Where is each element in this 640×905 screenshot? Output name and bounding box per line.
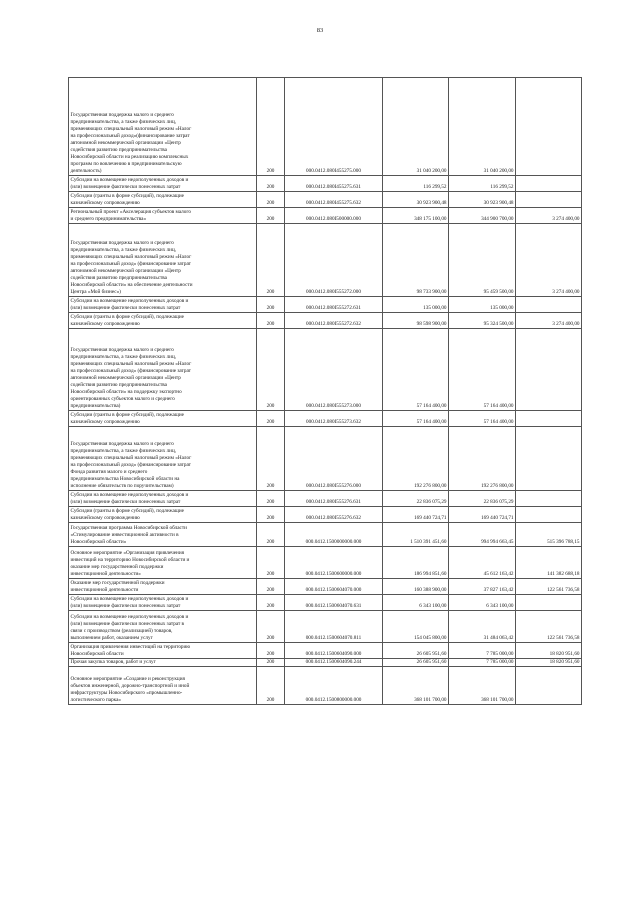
row-code: 200 xyxy=(257,297,285,313)
row-amount-regional: 3 274 400,00 xyxy=(516,224,582,297)
row-name: Региональный проект «Акселерация субъектов малого и среднего предпринимательства» xyxy=(69,208,257,224)
table-row xyxy=(69,313,582,329)
row-amount-total: 30 923 900,48 xyxy=(383,192,449,208)
row-name: Субсидии на возмещение недополученных доходов и (или) возмещение фактически понесенных затрат xyxy=(69,176,257,192)
row-code: 200 xyxy=(257,523,285,547)
row-name: Субсидии (гранты в форме субсидий), подлежащие казначейскому сопровождению xyxy=(69,507,257,523)
row-amount-regional xyxy=(516,411,582,427)
row-csr-code: 000.0412.080I555273.000 xyxy=(285,329,383,411)
row-amount-total: 1 510 391 451,60 xyxy=(383,523,449,547)
row-amount-total: 135 000,00 xyxy=(383,297,449,313)
table-row xyxy=(69,329,582,411)
table-row xyxy=(69,192,582,208)
row-amount-total: 169 440 724,71 xyxy=(383,507,449,523)
row-csr-code: 000.0412.1500000000.000 xyxy=(285,523,383,547)
row-amount-total: 192 276 800,00 xyxy=(383,427,449,491)
row-csr-code: 000.0412.080I555272.632 xyxy=(285,313,383,329)
row-csr-code: 000.0412.080I455275.631 xyxy=(285,176,383,192)
table-row xyxy=(69,643,582,659)
row-amount-regional xyxy=(516,667,582,705)
row-name: Государственная поддержка малого и среднего предпринимательства, а также физических лиц, применяющих специальный налоговый режим «Налог на профессиональный доход» (финансирование затрат Фонда развития малого и среднего предпринимательства Новосибирской области на исполнение обязательств по поручительствам) xyxy=(69,427,257,491)
row-code: 200 xyxy=(257,224,285,297)
row-code: 200 xyxy=(257,507,285,523)
row-csr-code: 000.0412.1500604090.000 xyxy=(285,643,383,659)
row-name: Субсидии на возмещение недополученных доходов и (или) возмещение фактически понесенных затрат xyxy=(69,595,257,611)
row-csr-code: 000.0412.080I555272.631 xyxy=(285,297,383,313)
row-amount-federal: 135 000,00 xyxy=(449,297,516,313)
row-amount-federal: 30 923 900,48 xyxy=(449,192,516,208)
row-name: Основное мероприятие «Создание и реконструкция объектов инженерной, дорожно-транспортной и иной инфраструктуры Новосибирского «промышленно- логистического парка» xyxy=(69,667,257,705)
table-row xyxy=(69,78,582,176)
row-csr-code: 000.0412.080I555276.000 xyxy=(285,427,383,491)
row-name: Государственная поддержка малого и среднего предпринимательства, а также физических лиц, применяющих специальный налоговый режим «Налог на профессиональный доход»(финансирование затрат автономной некоммерческой организации «Центр содействия развитию предпринимательства Новосибирской области на реализацию комплексных программ по вовлечению в предпринимательскую деятельность) xyxy=(69,78,257,176)
row-name: Субсидии на возмещение недополученных доходов и (или) возмещение фактически понесенных затрат xyxy=(69,297,257,313)
row-code: 200 xyxy=(257,579,285,595)
row-amount-federal: 344 900 700,00 xyxy=(449,208,516,224)
row-csr-code: 000.0412.1500800000.000 xyxy=(285,667,383,705)
row-amount-regional xyxy=(516,427,582,491)
row-name: Организация привлечения инвестиций на территорию Новосибирской области xyxy=(69,643,257,659)
row-amount-total: 186 994 851,60 xyxy=(383,547,449,579)
row-amount-federal: 116 299,52 xyxy=(449,176,516,192)
row-amount-total: 98 733 900,00 xyxy=(383,224,449,297)
row-amount-federal: 37 827 163,42 xyxy=(449,579,516,595)
row-amount-regional xyxy=(516,176,582,192)
row-amount-regional: 122 561 736,58 xyxy=(516,579,582,595)
row-csr-code: 000.0412.1500604090.244 xyxy=(285,659,383,667)
row-name: Основное мероприятие «Организация привлечения инвестиций на территорию Новосибирской области и оказание мер государственной поддержки инвестиционной деятельности» xyxy=(69,547,257,579)
row-amount-regional xyxy=(516,507,582,523)
row-csr-code: 000.0412.080I555273.632 xyxy=(285,411,383,427)
table-row xyxy=(69,411,582,427)
row-code: 200 xyxy=(257,329,285,411)
table-row xyxy=(69,595,582,611)
row-amount-regional: 122 561 736,58 xyxy=(516,611,582,643)
table-row xyxy=(69,176,582,192)
row-csr-code: 000.0412.1500600000.000 xyxy=(285,547,383,579)
row-code: 200 xyxy=(257,176,285,192)
row-csr-code: 000.0412.080I555272.000 xyxy=(285,224,383,297)
table-row xyxy=(69,208,582,224)
table-row xyxy=(69,224,582,297)
budget-table xyxy=(68,77,582,705)
row-code: 200 xyxy=(257,78,285,176)
row-amount-federal: 7 785 000,00 xyxy=(449,643,516,659)
row-code: 200 xyxy=(257,313,285,329)
row-amount-total: 98 598 900,00 xyxy=(383,313,449,329)
row-code: 200 xyxy=(257,659,285,667)
table-body xyxy=(69,78,582,705)
row-code: 200 xyxy=(257,192,285,208)
row-amount-total: 154 045 800,00 xyxy=(383,611,449,643)
row-amount-federal: 192 276 800,00 xyxy=(449,427,516,491)
row-name: Субсидии на возмещение недополученных доходов и (или) возмещение фактически понесенных затрат xyxy=(69,491,257,507)
row-code: 200 xyxy=(257,595,285,611)
row-amount-regional xyxy=(516,192,582,208)
row-amount-federal: 31 040 200,00 xyxy=(449,78,516,176)
row-amount-total: 22 836 075,29 xyxy=(383,491,449,507)
row-amount-regional: 18 820 951,60 xyxy=(516,659,582,667)
row-name: Государственная поддержка малого и среднего предпринимательства, а также физических лиц, применяющих специальный налоговый режим «Налог на профессиональный доход» (финансирование затрат автономной некоммерческой организации «Центр содействия развитию предпринимательства Новосибирской области» на обеспечение деятельности Центра «Мой бизнес») xyxy=(69,224,257,297)
table-row xyxy=(69,427,582,491)
row-csr-code: 000.0412.1500604070.811 xyxy=(285,611,383,643)
row-csr-code: 000.0412.1500604070.631 xyxy=(285,595,383,611)
row-code: 200 xyxy=(257,491,285,507)
row-name: Государственная поддержка малого и среднего предпринимательства, а также физических лиц, применяющих специальный налоговый режим «Налог на профессиональный доход» (финансирование затрат автономной некоммерческой организации «Центр содействия развитию предпринимательства Новосибирской области» на поддержку экспортно ориентированных субъектов малого и среднего предпринимательства) xyxy=(69,329,257,411)
row-amount-regional xyxy=(516,78,582,176)
page-number: 83 xyxy=(316,27,324,34)
row-code: 200 xyxy=(257,208,285,224)
row-amount-total: 348 175 100,00 xyxy=(383,208,449,224)
row-amount-regional: 18 820 951,60 xyxy=(516,643,582,659)
row-amount-total: 26 605 951,60 xyxy=(383,643,449,659)
table-row xyxy=(69,297,582,313)
table-row xyxy=(69,579,582,595)
row-amount-regional: 515 396 788,15 xyxy=(516,523,582,547)
row-amount-federal: 7 785 000,00 xyxy=(449,659,516,667)
row-csr-code: 000.0412.080I555276.632 xyxy=(285,507,383,523)
row-amount-total: 26 605 951,60 xyxy=(383,659,449,667)
row-amount-federal: 22 836 075,29 xyxy=(449,491,516,507)
row-amount-federal: 95 324 500,00 xyxy=(449,313,516,329)
row-amount-total: 6 343 100,00 xyxy=(383,595,449,611)
row-amount-total: 116 299,52 xyxy=(383,176,449,192)
row-amount-federal: 57 164 400,00 xyxy=(449,411,516,427)
row-name: Субсидии (гранты в форме субсидий), подлежащие казначейскому сопровождению xyxy=(69,192,257,208)
row-amount-total: 31 040 200,00 xyxy=(383,78,449,176)
row-name: Государственная программа Новосибирской области «Стимулирование инвестиционной активности в Новосибирской области» xyxy=(69,523,257,547)
table-row xyxy=(69,523,582,547)
row-amount-federal: 368 101 700,00 xyxy=(449,667,516,705)
row-name: Оказание мер государственной поддержки инвестиционной деятельности xyxy=(69,579,257,595)
row-amount-federal: 95 459 500,00 xyxy=(449,224,516,297)
row-amount-federal: 994 994 663,45 xyxy=(449,523,516,547)
row-amount-regional: 3 274 400,00 xyxy=(516,208,582,224)
row-code: 200 xyxy=(257,411,285,427)
row-amount-regional: 3 274 400,00 xyxy=(516,313,582,329)
row-csr-code: 000.0412.1500604070.000 xyxy=(285,579,383,595)
row-code: 200 xyxy=(257,643,285,659)
row-amount-federal: 6 343 100,00 xyxy=(449,595,516,611)
row-csr-code: 000.0412.080I500000.000 xyxy=(285,208,383,224)
row-amount-federal: 169 440 724,71 xyxy=(449,507,516,523)
row-csr-code: 000.0412.080I555276.631 xyxy=(285,491,383,507)
table-row xyxy=(69,507,582,523)
row-code: 200 xyxy=(257,611,285,643)
row-amount-total: 160 388 900,00 xyxy=(383,579,449,595)
row-amount-regional xyxy=(516,297,582,313)
row-name: Прочая закупка товаров, работ и услуг xyxy=(69,659,257,667)
row-name: Субсидии (гранты в форме субсидий), подлежащие казначейскому сопровождению xyxy=(69,313,257,329)
table-row xyxy=(69,491,582,507)
row-name: Субсидии (гранты в форме субсидий), подлежащие казначейскому сопровождению xyxy=(69,411,257,427)
row-code: 200 xyxy=(257,547,285,579)
row-amount-total: 368 101 700,00 xyxy=(383,667,449,705)
row-csr-code: 000.0412.080I455275.000 xyxy=(285,78,383,176)
row-code: 200 xyxy=(257,427,285,491)
row-amount-regional xyxy=(516,595,582,611)
row-amount-federal: 31 484 063,42 xyxy=(449,611,516,643)
row-amount-federal: 57 164 400,00 xyxy=(449,329,516,411)
row-amount-total: 57 164 400,00 xyxy=(383,329,449,411)
row-amount-total: 57 164 400,00 xyxy=(383,411,449,427)
row-csr-code: 000.0412.080I455275.632 xyxy=(285,192,383,208)
table-row xyxy=(69,611,582,643)
row-amount-regional: 141 382 688,18 xyxy=(516,547,582,579)
row-amount-federal: 45 612 163,42 xyxy=(449,547,516,579)
row-amount-regional xyxy=(516,329,582,411)
table-row xyxy=(69,547,582,579)
table-row xyxy=(69,667,582,705)
row-amount-regional xyxy=(516,491,582,507)
table-row xyxy=(69,659,582,667)
row-code: 200 xyxy=(257,667,285,705)
row-name: Субсидии на возмещение недополученных доходов и (или) возмещение фактически понесенных затрат в связи с производством (реализацией) товаров, выполнением работ, оказанием услуг xyxy=(69,611,257,643)
